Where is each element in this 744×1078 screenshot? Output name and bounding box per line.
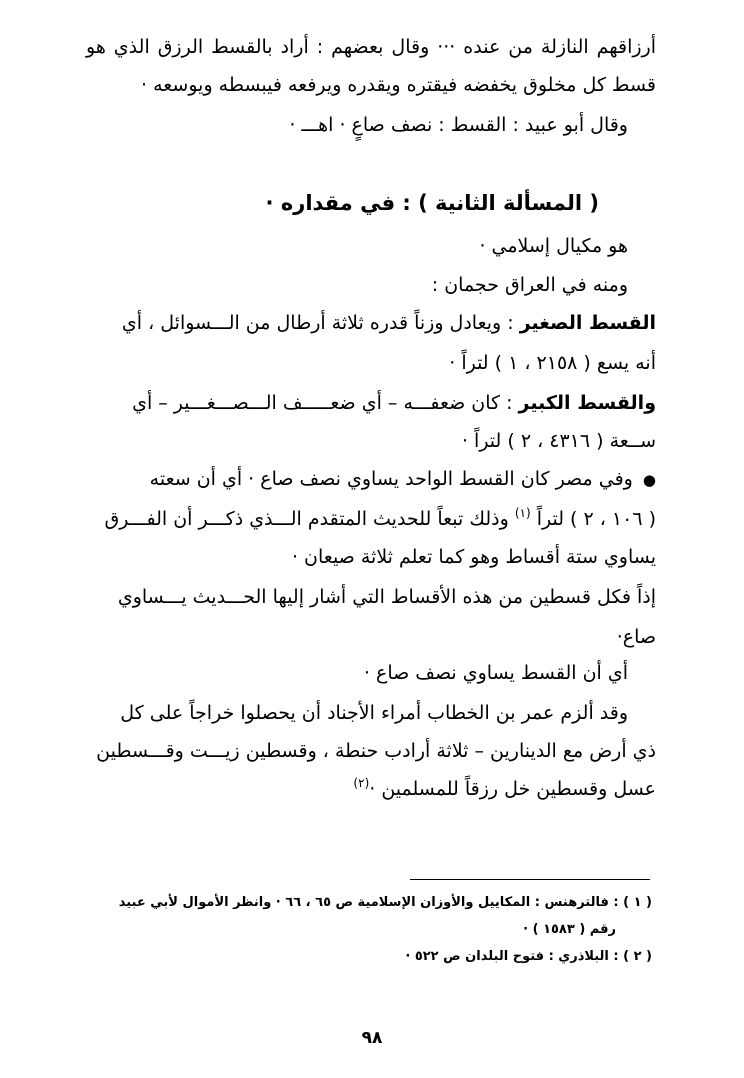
page-number: ٩٨ <box>361 1028 383 1048</box>
body-line-9 <box>86 390 656 416</box>
term-large-qist: والقسط الكبير <box>518 392 656 414</box>
body-line-16: أي أن القسط يساوي نصف صاع · <box>363 662 628 684</box>
body-line-12-a: ( ١٠٦ ، ٢ ) لتراً <box>536 508 656 530</box>
footnote-2: ( ٢ ) : البلاذري : فتوح البلدان ص ٥٢٢ · <box>405 949 652 964</box>
body-line-7-text: : ويعادل وزناً قدره ثلاثة أرطال من الـــسوائل ، أي <box>121 312 520 334</box>
body-line-13: يساوي ستة أقساط وهو كما تعلم ثلاثة صيعان · <box>291 546 656 568</box>
body-line-17: وقد ألزم عمر بن الخطاب أمراء الأجناد أن يحصلوا خراجاً على كل <box>120 702 628 724</box>
footnote-ref-2: (٢) <box>353 776 370 790</box>
body-line-12 <box>86 506 656 534</box>
body-line-15: صاع· <box>616 626 656 648</box>
bullet-icon: ● <box>642 471 656 489</box>
body-line-12-b: وذلك تبعاً للحديث المتقدم الـــذي ذكـــر أن الفـــرق <box>104 508 509 530</box>
body-line-10: ســعة ( ٤٣١٦ ، ٢ ) لتراً · <box>461 430 656 452</box>
body-line-18: ذي أرض مع الدينارين – ثلاثة أرادب حنطة ، وقسطين زيـــت وقـــسطين <box>96 740 656 762</box>
body-line-8: أنه يسع ( ٢١٥٨ ، ١ ) لتراً · <box>449 352 656 374</box>
footnote-divider <box>410 879 650 880</box>
term-small-qist: القسط الصغير <box>519 312 656 334</box>
footnote-1: ( ١ ) : فالترهنس : المكاييل والأوزان الإسلامية ص ٦٥ ، ٦٦ · وانظر الأموال لأبي عبيد <box>118 895 652 910</box>
body-line-6: ومنه في العراق حجمان : <box>431 274 628 296</box>
body-line-11-text: وفي مصر كان القسط الواحد يساوي نصف صاع · أي أن سعته <box>149 468 633 490</box>
body-line-14: إذاً فكل قسطين من هذه الأقساط التي أشار إليها الحـــديث يـــساوي <box>117 586 656 608</box>
body-line-1: أرزاقهم النازلة من عنده ··· وقال بعضهم : أراد بالقسط الرزق الذي هو <box>86 36 656 58</box>
body-line-19 <box>86 776 656 804</box>
body-line-5: هو مكيال إسلامي · <box>479 235 628 257</box>
body-line-3: وقال أبو عبيد : القسط : نصف صاعٍ · اهـــ · <box>289 114 628 136</box>
body-line-7 <box>86 310 656 336</box>
body-line-2: قسط كل مخلوق يخفضه فيقتره ويقدره ويرفعه فيبسطه ويوسعه · <box>141 74 656 96</box>
footnote-ref-1: (١) <box>514 506 531 520</box>
body-line-19-text: عسل وقسطين خل رزقاً للمسلمين · <box>369 778 656 800</box>
footnote-1-continued: رقم ( ١٥٨٣ ) · <box>523 922 616 937</box>
body-line-9-text: : كان ضعفـــه – أي ضعـــــف الـــصـــغـــير – أي <box>132 392 519 414</box>
body-line-11 <box>86 466 656 493</box>
section-heading: ( المسألة الثانية ) : في مقداره · <box>265 191 599 215</box>
